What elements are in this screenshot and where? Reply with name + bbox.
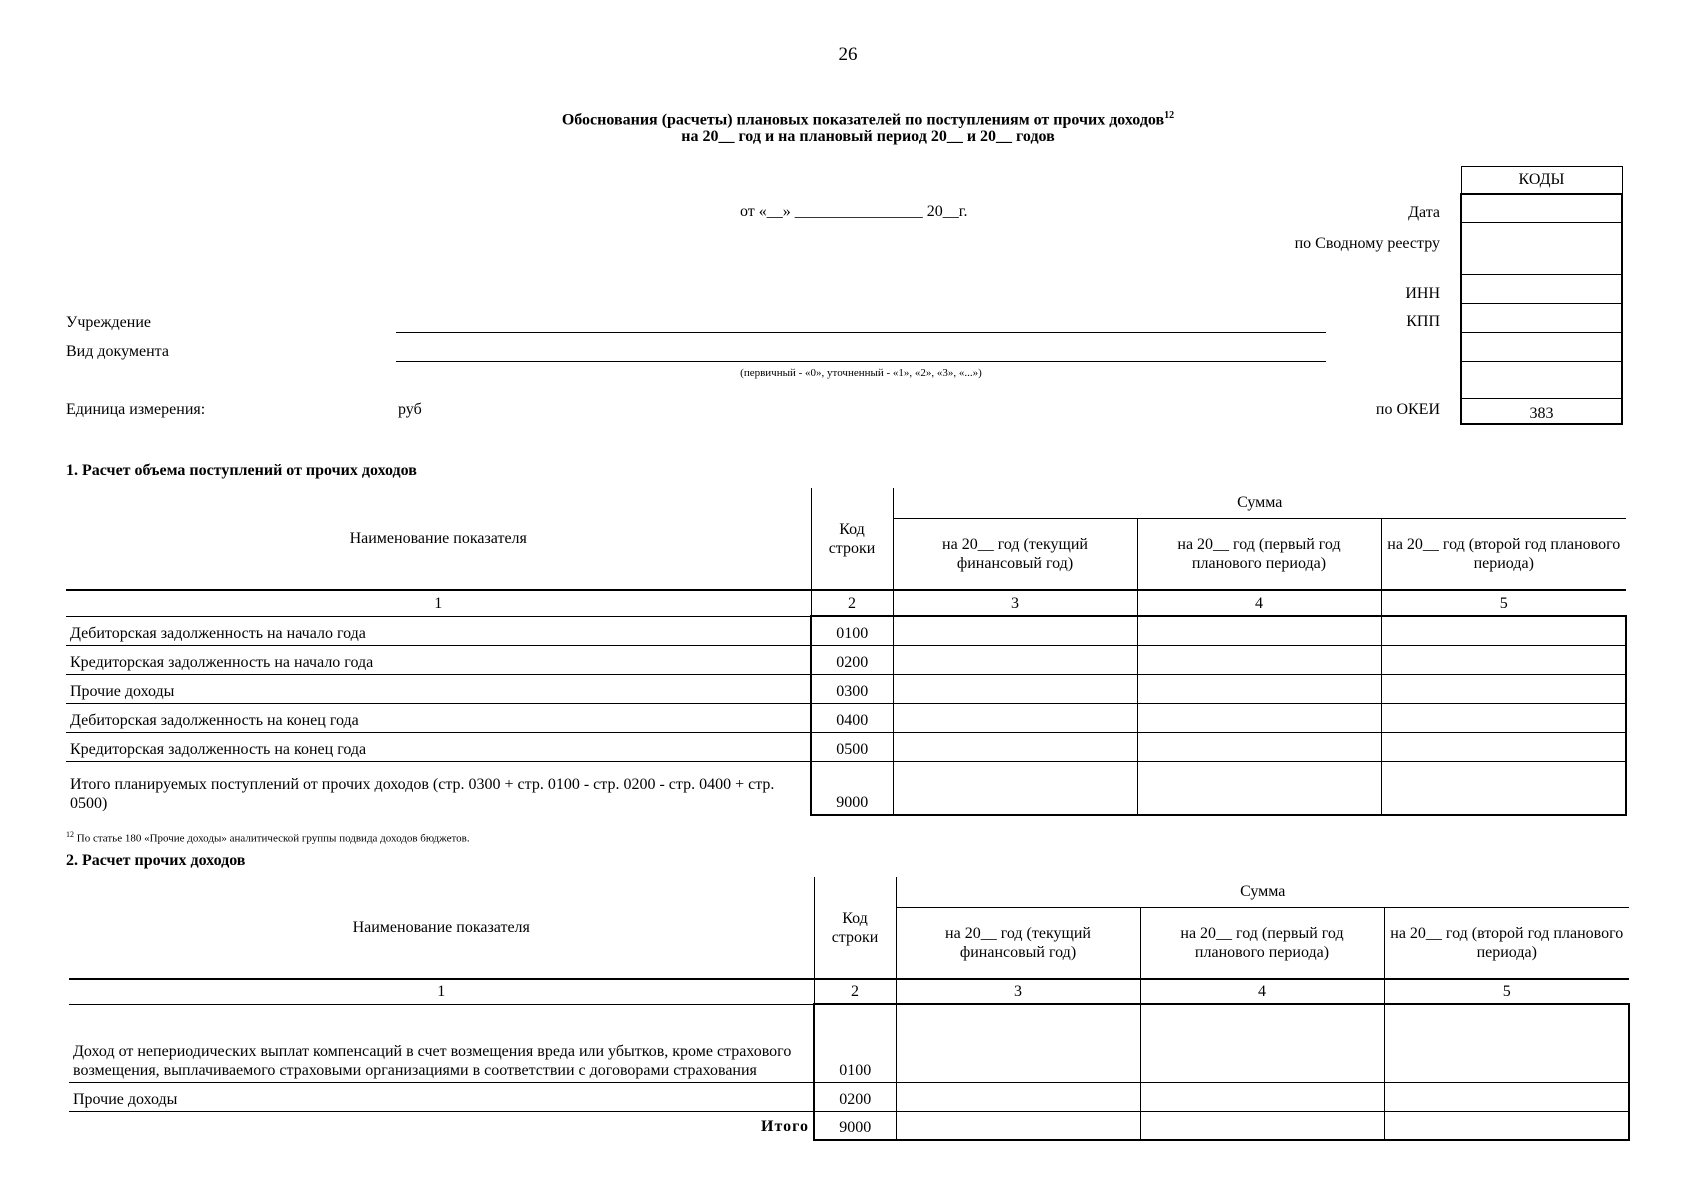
section1-title: 1. Расчет объема поступлений от прочих доходов: [66, 462, 417, 479]
s1-cell[interactable]: [1381, 732, 1626, 761]
s1-row-code: 0300: [811, 674, 893, 703]
document-subtitle: на 20__ год и на плановый период 20__ и 20__ годов: [681, 128, 1055, 145]
s2-num-2: 2: [814, 979, 896, 1004]
codes-label-date: Дата: [1408, 204, 1440, 221]
s1-num-5: 5: [1381, 590, 1626, 616]
s1-cell[interactable]: [893, 616, 1137, 645]
s1-cell[interactable]: [1137, 674, 1381, 703]
code-cell-empty[interactable]: [1461, 362, 1622, 399]
s1-row-name: Кредиторская задолженность на начало года: [66, 645, 811, 674]
s1-cell[interactable]: [893, 761, 1137, 815]
s2-cell[interactable]: [1140, 1082, 1384, 1111]
s1-row-code: 0500: [811, 732, 893, 761]
code-cell-inn[interactable]: [1461, 275, 1622, 304]
section2-title: 2. Расчет прочих доходов: [66, 852, 246, 869]
s1-row-code: 0200: [811, 645, 893, 674]
doc-type-field[interactable]: [396, 361, 1326, 362]
s1-row-name: Прочие доходы: [66, 674, 811, 703]
s2-cell[interactable]: [896, 1004, 1140, 1082]
codes-label-okei: по ОКЕИ: [1375, 401, 1440, 418]
s1-row-code: 0100: [811, 616, 893, 645]
s2-cell[interactable]: [1140, 1111, 1384, 1140]
s1-cell[interactable]: [1137, 761, 1381, 815]
s1-cell[interactable]: [893, 703, 1137, 732]
unit-value: руб: [398, 401, 422, 418]
doc-type-label: Вид документа: [66, 343, 169, 360]
code-cell-doc-type[interactable]: [1461, 333, 1622, 362]
institution-field[interactable]: [396, 332, 1326, 333]
s1-cell[interactable]: [893, 645, 1137, 674]
s2-num-1: 1: [69, 979, 814, 1004]
s2-header-name: Наименование показателя: [69, 877, 814, 979]
s1-header-name: Наименование показателя: [66, 488, 811, 590]
s2-cell[interactable]: [896, 1111, 1140, 1140]
s2-cell[interactable]: [1384, 1111, 1629, 1140]
codes-label-kpp: КПП: [1406, 313, 1440, 330]
s2-cell[interactable]: [896, 1082, 1140, 1111]
footnote: $^{12}$ По статье 180 «Прочие доходы» аналитической группы подвида доходов бюджетов.: [66, 830, 470, 845]
document-title: Обоснования (расчеты) плановых показателей по поступлениям от прочих доходов$^{12}$: [561, 110, 1175, 129]
s1-row-name: Дебиторская задолженность на начало года: [66, 616, 811, 645]
unit-label: Единица измерения:: [66, 401, 206, 418]
s2-header-code: Код строки: [814, 877, 896, 979]
section1-table: [66, 488, 1627, 816]
s1-header-code: Код строки: [811, 488, 893, 590]
s1-cell[interactable]: [1137, 616, 1381, 645]
code-cell-registry[interactable]: [1461, 223, 1622, 275]
s2-row-code: 0200: [814, 1082, 896, 1111]
institution-label: Учреждение: [66, 314, 151, 331]
s1-cell[interactable]: [1137, 732, 1381, 761]
s1-header-sum: Сумма: [893, 488, 1626, 518]
s1-header-col3: на 20__ год (текущий финансовый год): [893, 518, 1137, 590]
s2-row-name: Прочие доходы: [69, 1082, 814, 1111]
s1-cell[interactable]: [893, 674, 1137, 703]
code-cell-okei: 383: [1461, 399, 1622, 425]
s2-num-5: 5: [1384, 979, 1629, 1004]
s2-row-code: 0100: [814, 1004, 896, 1082]
date-line: от «__» ________________ 20__г.: [740, 203, 968, 220]
codes-header: КОДЫ: [1461, 167, 1622, 195]
s1-total-name: Итого планируемых поступлений от прочих доходов (стр. 0300 + стр. 0100 - стр. 0200 - стр. 0400 + стр. 0500): [66, 761, 811, 815]
s1-num-2: 2: [811, 590, 893, 616]
s1-header-col4: на 20__ год (первый год планового периода): [1137, 518, 1381, 590]
s1-cell[interactable]: [1137, 645, 1381, 674]
s2-total-label: Итого: [69, 1111, 814, 1140]
codes-label-inn: ИНН: [1405, 285, 1440, 302]
s1-cell[interactable]: [893, 732, 1137, 761]
s1-cell[interactable]: [1381, 616, 1626, 645]
s1-total-code: 9000: [811, 761, 893, 815]
s1-num-1: 1: [66, 590, 811, 616]
s1-row-code: 0400: [811, 703, 893, 732]
s1-cell[interactable]: [1381, 761, 1626, 815]
code-cell-kpp[interactable]: [1461, 304, 1622, 333]
s1-num-3: 3: [893, 590, 1137, 616]
doc-type-hint: (первичный - «0», уточненный - «1», «2», «3», «...»): [740, 367, 982, 379]
s2-num-4: 4: [1140, 979, 1384, 1004]
s2-total-code: 9000: [814, 1111, 896, 1140]
s1-cell[interactable]: [1381, 703, 1626, 732]
s2-header-sum: Сумма: [896, 877, 1629, 907]
s1-row-name: Дебиторская задолженность на конец года: [66, 703, 811, 732]
s2-cell[interactable]: [1384, 1004, 1629, 1082]
s2-header-col3: на 20__ год (текущий финансовый год): [896, 907, 1140, 979]
s1-row-name: Кредиторская задолженность на конец года: [66, 732, 811, 761]
s1-header-col5: на 20__ год (второй год планового периода): [1381, 518, 1626, 590]
s1-cell[interactable]: [1137, 703, 1381, 732]
codes-label-registry: по Сводному реестру: [1294, 235, 1440, 252]
s2-cell[interactable]: [1384, 1082, 1629, 1111]
codes-table: [1460, 166, 1623, 425]
s2-row-name: Доход от непериодических выплат компенсаций в счет возмещения вреда или убытков, кроме страхового возмещения, выплачиваемого страховыми организациями в соответствии с договорами страхования: [69, 1004, 814, 1082]
s1-cell[interactable]: [1381, 674, 1626, 703]
s2-num-3: 3: [896, 979, 1140, 1004]
page-number: 26: [838, 44, 858, 65]
s2-header-col4: на 20__ год (первый год планового периода): [1140, 907, 1384, 979]
s1-cell[interactable]: [1381, 645, 1626, 674]
s2-cell[interactable]: [1140, 1004, 1384, 1082]
s2-header-col5: на 20__ год (второй год планового периода): [1384, 907, 1629, 979]
code-cell-date[interactable]: [1461, 194, 1622, 223]
section2-table: [69, 877, 1630, 1141]
s1-num-4: 4: [1137, 590, 1381, 616]
